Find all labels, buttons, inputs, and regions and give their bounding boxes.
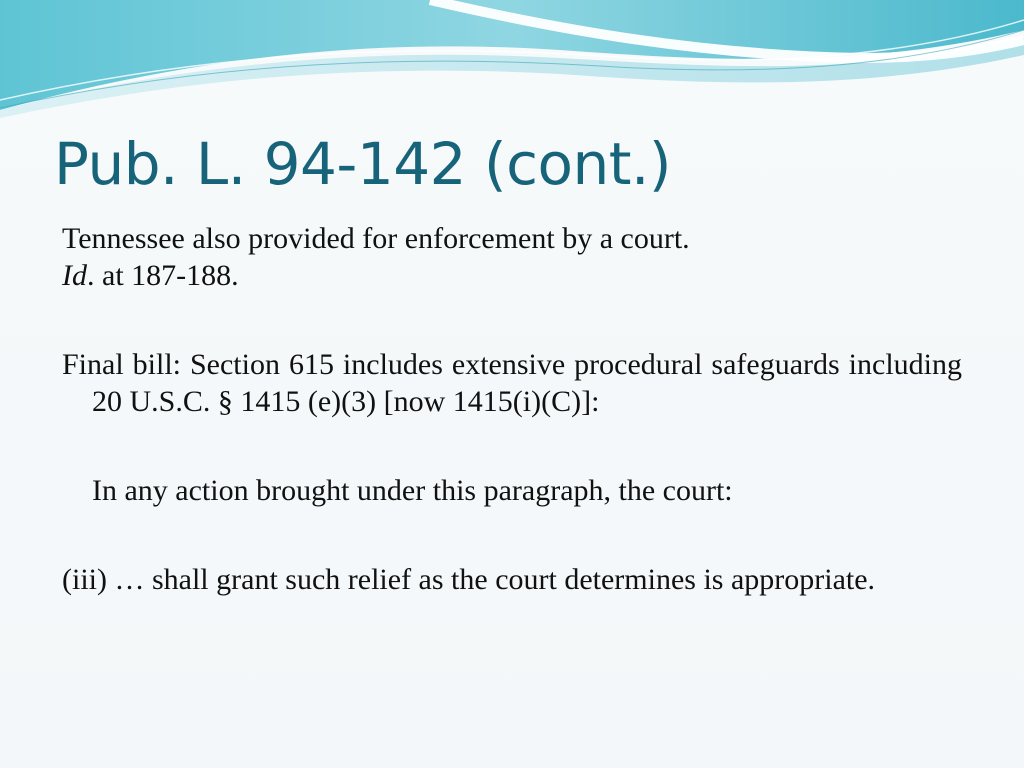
decorative-wave-banner [0,0,1024,130]
citation-line [62,257,962,294]
slide-body [62,220,962,598]
quoted-statute-intro: In any action brought under this paragraph, the court: [92,474,733,507]
body-line-1: Tennessee also provided for enforcement by a court. [62,222,690,255]
slide-title: Pub. L. 94-142 (cont.) [54,130,672,198]
citation-id: Id [62,259,87,292]
quoted-statute-clause: (iii) … shall grant such relief as the court determines is appropriate. [62,563,876,596]
citation-rest: . at 187-188. [87,259,239,292]
final-bill-paragraph: Final bill: Section 615 includes extensive procedural safeguards including 20 U.S.C. § 1415 (e)(3) [now 1415(i)(C)]: [62,348,962,418]
